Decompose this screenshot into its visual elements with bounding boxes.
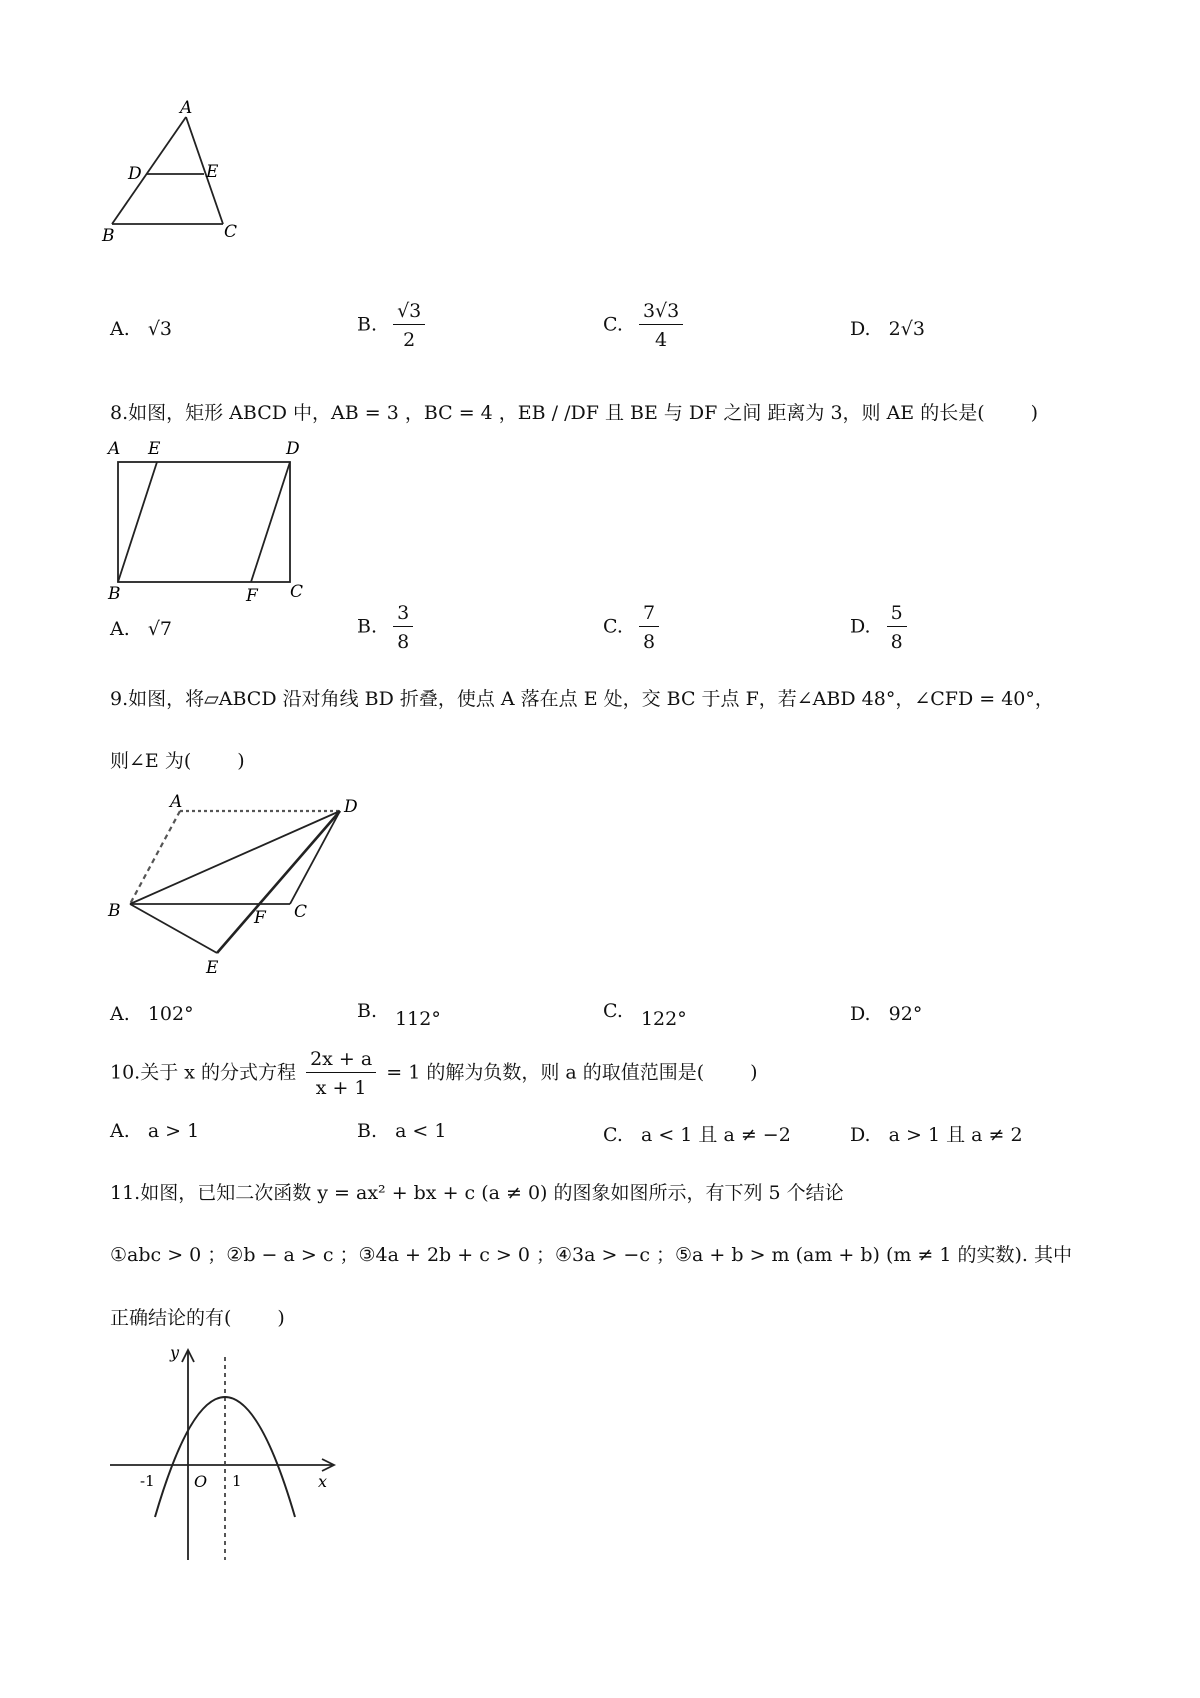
option-letter: C.	[603, 1000, 623, 1022]
question-text: 11.如图，已知二次函数 y = ax² + bx + c (a ≠ 0) 的图象如图所示，有下列 5 个结论	[110, 1182, 844, 1204]
q8-option-a[interactable]	[110, 618, 172, 640]
label-c: C	[290, 582, 304, 602]
option-value: 122°	[640, 1008, 687, 1030]
fraction-denominator: x + 1	[315, 1077, 367, 1099]
label-e: E	[206, 958, 219, 978]
q8-option-b[interactable]	[357, 602, 417, 653]
q10-stem	[110, 1048, 758, 1099]
segment-be	[130, 904, 217, 953]
equation-fraction	[306, 1048, 376, 1099]
option-letter: A.	[110, 1003, 130, 1025]
parabola-graph	[100, 1345, 340, 1565]
fraction-denominator: 8	[642, 631, 656, 653]
label-y: y	[170, 1345, 180, 1362]
option-value: a < 1	[395, 1120, 447, 1142]
option-letter: A.	[110, 618, 130, 640]
fraction-numerator: 2x + a	[306, 1048, 376, 1073]
label-neg-one: -1	[140, 1472, 155, 1490]
fraction	[639, 300, 683, 351]
label-d: D	[128, 164, 142, 184]
q7-option-b[interactable]	[357, 300, 429, 351]
fraction-numerator: 3√3	[639, 300, 683, 325]
option-value: 112°	[395, 1008, 441, 1030]
label-f: F	[246, 586, 258, 602]
option-value: a < 1 且 a ≠ −2	[640, 1124, 791, 1146]
option-value: √3	[147, 318, 173, 340]
close-paren: )	[750, 1061, 758, 1084]
q9-stem	[110, 684, 1054, 711]
fraction-numerator: 7	[639, 602, 659, 627]
label-b: B	[108, 584, 121, 602]
close-paren: )	[237, 750, 245, 772]
q9-option-d[interactable]	[850, 1003, 922, 1025]
q7-option-a[interactable]	[110, 318, 172, 340]
rectangle-abcd	[118, 462, 290, 582]
option-letter: A.	[110, 318, 130, 340]
label-b: B	[108, 901, 121, 921]
fraction	[639, 602, 659, 653]
q10-option-a[interactable]	[110, 1120, 199, 1142]
option-letter: C.	[603, 313, 623, 336]
question-text: 则∠E 为(	[110, 750, 192, 772]
label-f: F	[254, 908, 266, 928]
option-value: a > 1	[147, 1120, 200, 1142]
label-e: E	[148, 439, 161, 459]
label-d: D	[344, 797, 358, 817]
option-letter: C.	[603, 1124, 623, 1146]
option-value: √7	[147, 618, 173, 640]
option-letter: D.	[850, 1124, 871, 1146]
segment-ab-dashed	[130, 811, 180, 904]
option-letter: D.	[850, 1003, 871, 1025]
q11-stem	[110, 1178, 844, 1205]
q11-stem-line3	[110, 1303, 285, 1330]
label-e: E	[206, 162, 219, 182]
q9-option-b[interactable]	[357, 1000, 441, 1030]
q8-option-d[interactable]	[850, 602, 911, 653]
fraction	[393, 300, 425, 351]
option-letter: B.	[357, 313, 378, 336]
rectangle-figure	[100, 432, 310, 602]
option-letter: C.	[603, 615, 623, 638]
label-one: 1	[232, 1472, 242, 1490]
segment-ed	[217, 811, 340, 953]
question-text: 正确结论的有(	[110, 1307, 232, 1329]
question-text: 8.如图，矩形 ABCD 中，AB = 3 ，BC = 4 ，EB / /DF 且 BE 与 DF 之间 距离为 3，则 AE 的长是(	[110, 402, 985, 424]
q7-option-c[interactable]	[603, 300, 687, 351]
parallelogram-fold-figure	[100, 790, 380, 980]
fraction-denominator: 8	[890, 631, 903, 653]
close-paren: )	[1030, 402, 1039, 424]
fraction	[393, 602, 413, 653]
option-letter: B.	[357, 1120, 378, 1142]
option-value: 2√3	[888, 318, 925, 340]
fraction-numerator: √3	[393, 300, 425, 325]
option-letter: B.	[357, 1000, 378, 1022]
label-a: A	[180, 100, 193, 118]
q9-option-c[interactable]	[603, 1000, 687, 1030]
segment-df	[251, 462, 290, 582]
close-paren: )	[277, 1307, 285, 1329]
triangle-figure	[100, 100, 270, 270]
q10-option-c[interactable]	[603, 1120, 791, 1147]
fraction-denominator: 8	[397, 631, 410, 653]
label-a: A	[108, 439, 121, 459]
label-a: A	[170, 792, 183, 812]
conclusions-text: ①abc > 0 ；②b − a > c ；③4a + 2b + c > 0 ；④3a > −c ；⑤a + b > m (am + b) (m ≠ 1 的实数). 其中	[110, 1244, 1073, 1266]
q8-option-c[interactable]	[603, 602, 663, 653]
q8-stem	[110, 398, 1038, 425]
fraction-denominator: 4	[655, 329, 668, 351]
question-text: = 1 的解为负数，则 a 的取值范围是(	[386, 1061, 705, 1084]
q10-option-b[interactable]	[357, 1120, 446, 1142]
option-letter: B.	[357, 615, 378, 638]
label-c: C	[224, 222, 238, 242]
q9-stem-line2	[110, 746, 245, 773]
segment-cd	[290, 811, 340, 904]
option-value: a > 1 且 a ≠ 2	[888, 1124, 1023, 1146]
question-text: 9.如图，将▱ABCD 沿对角线 BD 折叠，使点 A 落在点 E 处，交 BC 于点 F，若∠ABD 48°，∠CFD = 40°，	[110, 688, 1054, 710]
label-d: D	[286, 439, 300, 459]
triangle-side-ab	[112, 117, 186, 224]
fraction-numerator: 5	[887, 602, 907, 627]
label-origin: O	[194, 1472, 208, 1491]
q11-conclusions	[110, 1240, 1072, 1267]
fraction-numerator: 3	[393, 602, 413, 627]
q9-option-a[interactable]	[110, 1003, 194, 1025]
option-letter: D.	[850, 318, 871, 340]
label-c: C	[294, 902, 308, 922]
fraction-denominator: 2	[403, 329, 416, 351]
fraction	[887, 602, 907, 653]
option-value: 102°	[147, 1003, 194, 1025]
segment-be	[118, 462, 157, 582]
question-text: 10.关于 x 的分式方程	[110, 1061, 297, 1084]
q10-option-d[interactable]	[850, 1120, 1023, 1147]
diagonal-bd	[130, 811, 340, 904]
q7-option-d[interactable]	[850, 318, 925, 340]
label-b: B	[102, 226, 115, 246]
option-letter: A.	[110, 1120, 130, 1142]
option-letter: D.	[850, 615, 871, 638]
label-x: x	[318, 1472, 328, 1491]
option-value: 92°	[888, 1003, 923, 1025]
